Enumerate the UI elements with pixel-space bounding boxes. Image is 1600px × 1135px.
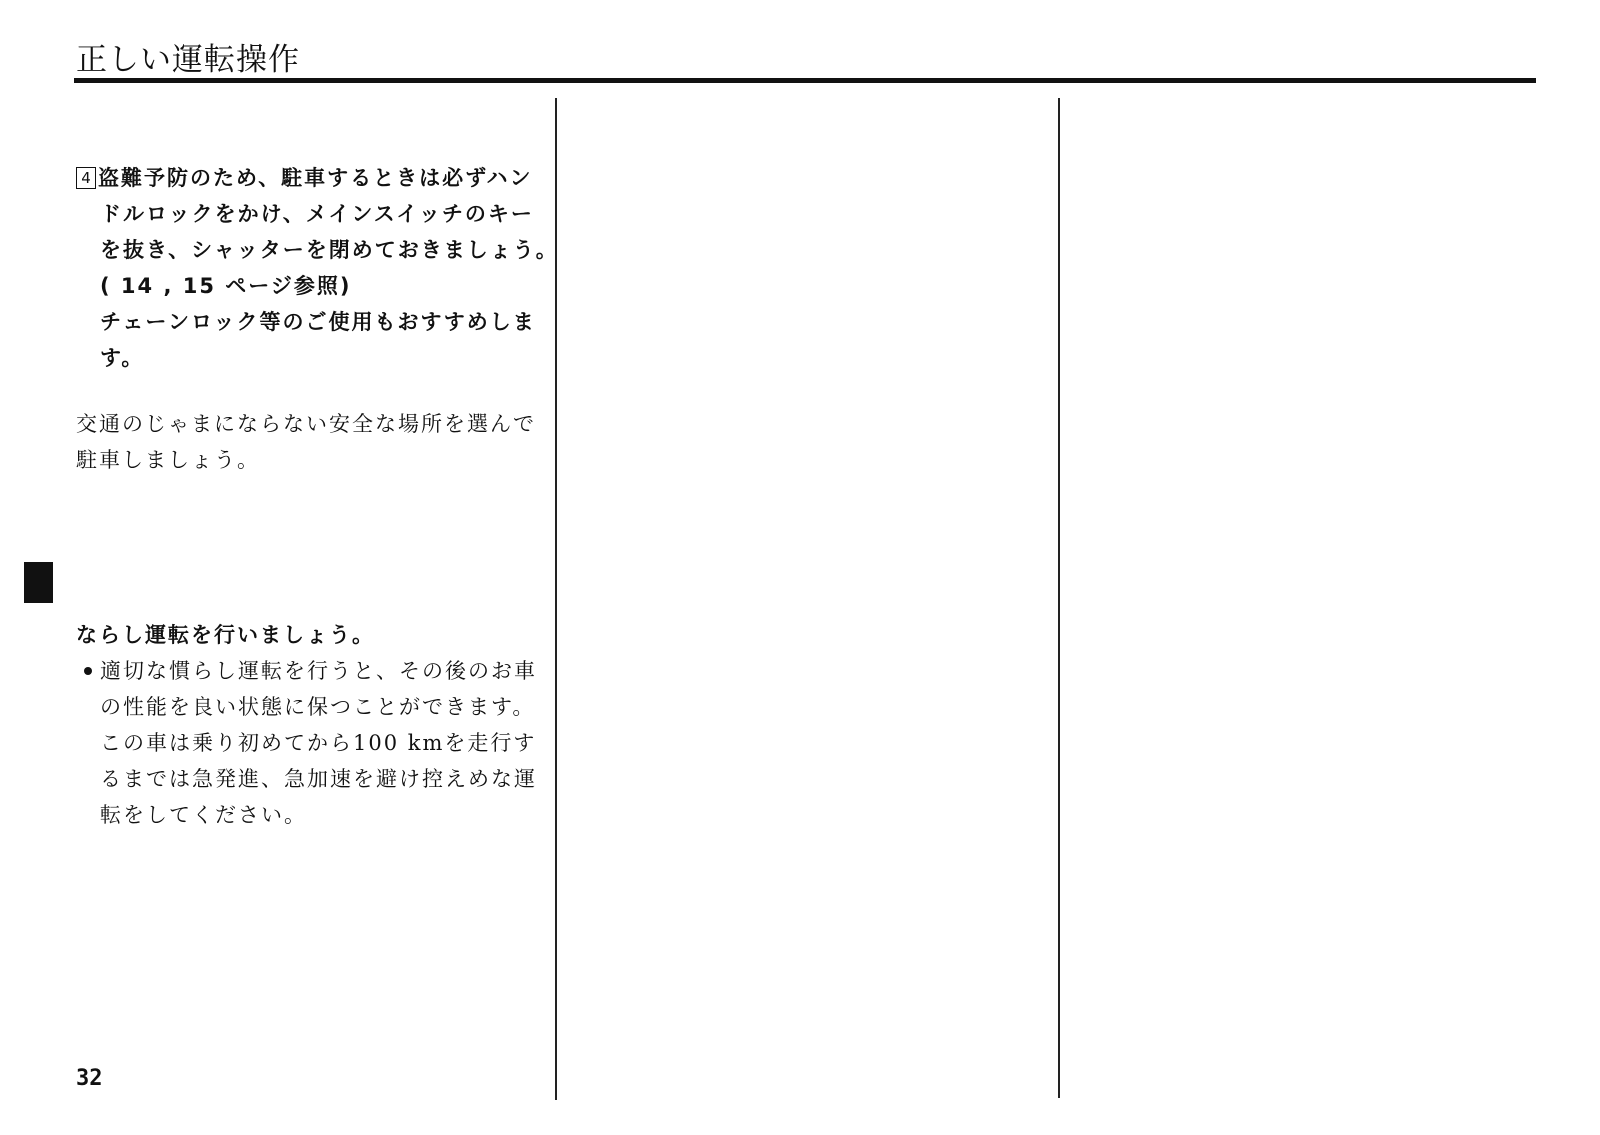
section-tab-marker: [24, 562, 53, 603]
theft-line-4-page-ref: ( 14 , 15 ページ参照): [100, 274, 352, 298]
break-in-line-3: この車は乗り初めてから100 kmを走行す: [100, 731, 537, 755]
break-in-line-2: の性能を良い状態に保つことができます。: [100, 695, 536, 719]
theft-prevention-block: [76, 160, 559, 376]
break-in-line-1-text: 適切な慣らし運転を行うと、その後のお車: [100, 659, 537, 683]
item-number-box: 4: [76, 167, 96, 189]
break-in-heading: ならし運転を行いましょう。: [76, 623, 375, 647]
theft-line-1: [76, 160, 546, 196]
theft-line-5: チェーンロック等のご使用もおすすめしま: [100, 310, 536, 334]
parking-note-block: [76, 406, 546, 478]
column-divider-right: [1058, 98, 1060, 1098]
theft-line-1-text: 盗難予防のため、駐車するときは必ずハン: [98, 166, 533, 190]
theft-line-6: す。: [100, 346, 145, 370]
break-in-line-5: 転をしてください。: [100, 803, 307, 827]
break-in-block: [76, 617, 546, 833]
page-number: 32: [76, 1066, 103, 1091]
break-in-line-4: るまでは急発進、急加速を避け控えめな運: [100, 767, 537, 791]
title-rule: [74, 78, 1536, 83]
break-in-line-1: [76, 653, 546, 689]
bullet-icon: [84, 667, 92, 675]
theft-line-2: ドルロックをかけ、メインスイッチのキー: [100, 202, 534, 226]
parking-line-2: 駐車しましょう。: [76, 448, 260, 472]
theft-line-3: を抜き、シャッターを閉めておきましょう。: [100, 238, 559, 262]
page-title: 正しい運転操作: [76, 42, 300, 78]
parking-line-1: 交通のじゃまにならない安全な場所を選んで: [76, 412, 536, 436]
